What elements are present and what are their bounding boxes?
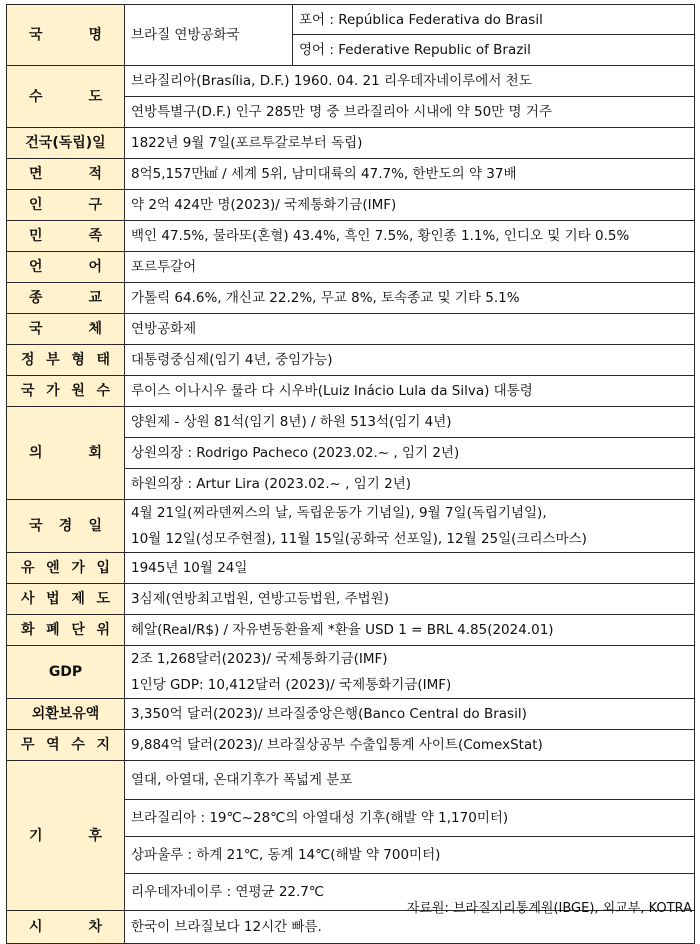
row-country-name bbox=[7, 5, 695, 35]
value-government: 대통령중심제(임기 4년, 중임가능) bbox=[125, 345, 695, 376]
label-head-of-state: 국 가 원 수 bbox=[7, 376, 125, 407]
value-time-difference: 한국이 브라질보다 12시간 빠름. bbox=[125, 911, 695, 944]
value-founding: 1822년 9월 7일(포르투갈로부터 독립) bbox=[125, 128, 695, 159]
value-country-name-korean: 브라질 연방공화국 bbox=[125, 5, 293, 66]
label-un-membership: 유 엔 가 입 bbox=[7, 553, 125, 584]
value-un-membership: 1945년 10월 24일 bbox=[125, 553, 695, 584]
value-gdp-2: 1인당 GDP: 10,412달러 (2023)/ 국제통화기금(IMF) bbox=[125, 672, 695, 699]
label-population: 인 구 bbox=[7, 190, 125, 221]
value-capital-1: 브라질리아(Brasília, D.F.) 1960. 04. 21 리우데자네이루에서 천도 bbox=[125, 66, 695, 97]
label-religion: 종 교 bbox=[7, 283, 125, 314]
value-holidays-2: 10월 12일(성모주현절), 11월 15일(공화국 선포일), 12월 25일(크리스마스) bbox=[125, 526, 695, 553]
label-country-name: 국 명 bbox=[7, 5, 125, 66]
label-trade: 무 역 수 지 bbox=[7, 730, 125, 761]
value-holidays-1: 4월 21일(찌라덴찌스의 날, 독립운동가 기념일), 9월 7일(독립기념일), bbox=[125, 500, 695, 527]
country-info-table bbox=[6, 4, 695, 944]
value-climate-1: 열대, 아열대, 온대기후가 폭넓게 분포 bbox=[125, 761, 695, 800]
label-time-difference: 시 차 bbox=[7, 911, 125, 944]
label-fx-reserves: 외환보유액 bbox=[7, 699, 125, 730]
value-climate-2: 브라질리아 : 19℃~28℃의 아열대성 기후(해발 약 1,170미터) bbox=[125, 800, 695, 837]
value-country-name-portuguese: 포어 : República Federativa do Brasil bbox=[293, 5, 695, 35]
value-fx-reserves: 3,350억 달러(2023)/ 브라질중앙은행(Banco Central do Brasil) bbox=[125, 699, 695, 730]
value-congress-2: 상원의장 : Rodrigo Pacheco (2023.02.~ , 임기 2년) bbox=[125, 438, 695, 469]
value-population: 약 2억 424만 명(2023)/ 국제통화기금(IMF) bbox=[125, 190, 695, 221]
value-head-of-state: 루이스 이나시우 룰라 다 시우바(Luiz Inácio Lula da Silva) 대통령 bbox=[125, 376, 695, 407]
value-language: 포르투갈어 bbox=[125, 252, 695, 283]
label-gdp: GDP bbox=[7, 646, 125, 699]
value-judiciary: 3심제(연방최고법원, 연방고등법원, 주법원) bbox=[125, 584, 695, 615]
value-climate-3: 상파울루 : 하계 21℃, 동계 14℃(해발 약 700미터) bbox=[125, 837, 695, 874]
label-congress: 의 회 bbox=[7, 407, 125, 500]
label-climate: 기 후 bbox=[7, 761, 125, 911]
value-capital-2: 연방특별구(D.F.) 인구 285만 명 중 브라질리아 시내에 약 50만 명 거주 bbox=[125, 97, 695, 128]
value-polity: 연방공화제 bbox=[125, 314, 695, 345]
label-area: 면 적 bbox=[7, 159, 125, 190]
label-polity: 국 체 bbox=[7, 314, 125, 345]
label-judiciary: 사 법 제 도 bbox=[7, 584, 125, 615]
value-area: 8억5,157만㎢ / 세계 5위, 남미대륙의 47.7%, 한반도의 약 37배 bbox=[125, 159, 695, 190]
label-ethnicity: 민 족 bbox=[7, 221, 125, 252]
value-trade: 9,884억 달러(2023)/ 브라질상공부 수출입통계 사이트(ComexStat) bbox=[125, 730, 695, 761]
label-capital: 수 도 bbox=[7, 66, 125, 128]
label-holidays: 국 경 일 bbox=[7, 500, 125, 553]
value-religion: 가톨릭 64.6%, 개신교 22.2%, 무교 8%, 토속종교 및 기타 5.1% bbox=[125, 283, 695, 314]
value-ethnicity: 백인 47.5%, 물라또(혼혈) 43.4%, 흑인 7.5%, 황인종 1.1%, 인디오 및 기타 0.5% bbox=[125, 221, 695, 252]
value-currency: 헤알(Real/R$) / 자유변동환율제 *환율 USD 1 = BRL 4.85(2024.01) bbox=[125, 615, 695, 646]
label-government: 정 부 형 태 bbox=[7, 345, 125, 376]
label-founding: 건국(독립)일 bbox=[7, 128, 125, 159]
brazil-fact-sheet bbox=[6, 4, 694, 944]
value-gdp-1: 2조 1,268달러(2023)/ 국제통화기금(IMF) bbox=[125, 646, 695, 673]
value-climate-4: 리우데자네이루 : 연평균 22.7℃ bbox=[125, 874, 695, 911]
value-country-name-english: 영어 : Federative Republic of Brazil bbox=[293, 35, 695, 66]
label-currency: 화 폐 단 위 bbox=[7, 615, 125, 646]
label-language: 언 어 bbox=[7, 252, 125, 283]
value-congress-3: 하원의장 : Artur Lira (2023.02.~ , 임기 2년) bbox=[125, 469, 695, 500]
value-congress-1: 양원제 - 상원 81석(임기 8년) / 하원 513석(임기 4년) bbox=[125, 407, 695, 438]
source-note: 자료원: 브라질지리통계원(IBGE), 외교부, KOTRA bbox=[406, 901, 692, 916]
